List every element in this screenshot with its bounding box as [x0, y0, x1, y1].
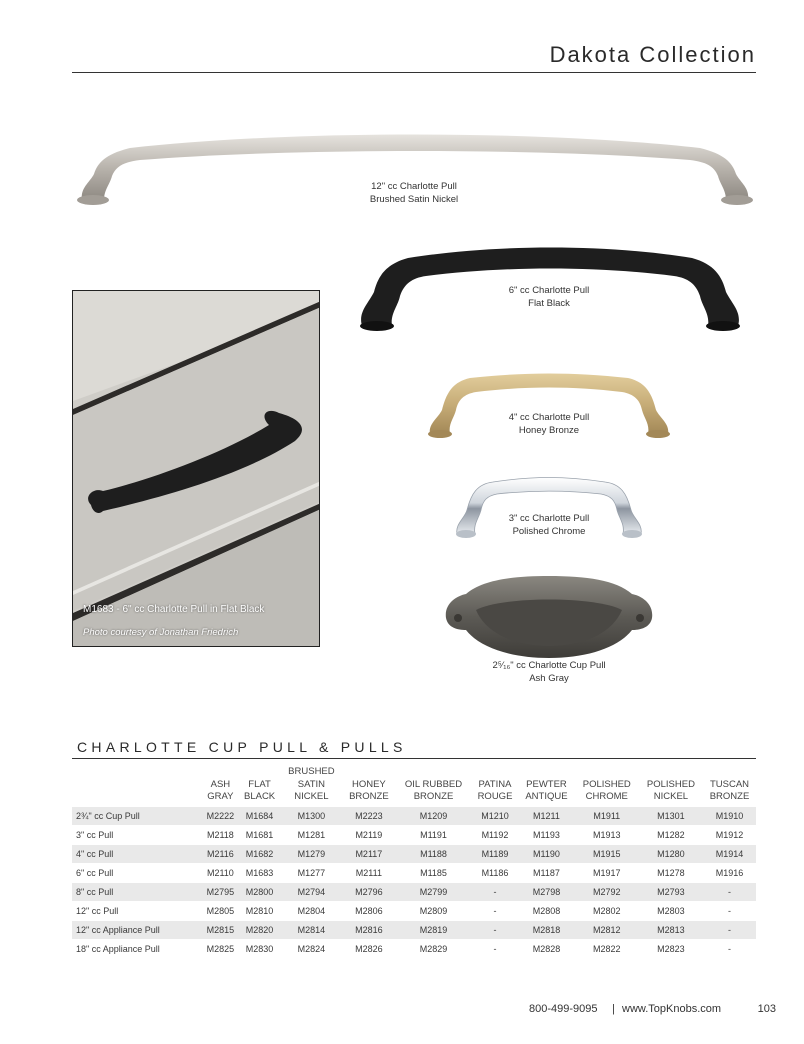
- part-number-cell: M1301: [639, 807, 703, 826]
- part-number-cell: M2804: [297, 905, 326, 916]
- part-number-cell: M2818: [518, 920, 574, 939]
- part-number-cell: M2829: [419, 943, 448, 954]
- product-name: 2⁵⁄₁₆" cc Charlotte Cup Pull: [492, 660, 606, 671]
- part-number-cell: M1193: [533, 829, 560, 840]
- part-number-cell: -: [703, 882, 756, 901]
- part-number-cell: M1186: [481, 867, 509, 878]
- part-number-cell: M2795: [202, 882, 239, 901]
- row-label: 6" cc Pull: [76, 867, 114, 878]
- table-row: [72, 939, 756, 958]
- product-caption-cup-pull: [449, 660, 649, 685]
- part-number-cell: M1191: [420, 829, 447, 840]
- part-number-cell: M2116: [202, 844, 239, 863]
- page-number: 103: [757, 1003, 776, 1015]
- part-number-cell: M1209: [395, 807, 471, 826]
- part-number-cell: M2814: [280, 920, 342, 939]
- part-number-cell: M2792: [575, 882, 639, 901]
- part-number-cell: M2111: [355, 867, 382, 878]
- part-number-cell: M2119: [355, 829, 383, 840]
- part-number-cell: M2800: [239, 882, 281, 901]
- product-caption-6in: [449, 285, 649, 310]
- part-number-cell: M2809: [419, 905, 448, 916]
- part-number-cell: M2826: [355, 943, 383, 954]
- row-label-header: [72, 766, 202, 807]
- product-name: 12" cc Charlotte Pull: [371, 181, 457, 192]
- footer-phone: 800-499-9095: [529, 1003, 598, 1015]
- row-label: 18" cc Appliance Pull: [76, 943, 160, 954]
- part-number-cell: M2812: [575, 920, 639, 939]
- table-header-row: [72, 766, 756, 807]
- part-number-cell: M2118: [206, 829, 234, 840]
- part-number-cell: M2825: [206, 943, 235, 954]
- product-finish: Ash Gray: [529, 672, 569, 684]
- column-header: OIL RUBBED BRONZE: [404, 778, 463, 802]
- photo-credit: Photo courtesy of Jonathan Friedrich: [83, 627, 239, 638]
- part-number-cell: M1910: [703, 807, 756, 826]
- column-header: ASH GRAY: [207, 778, 234, 802]
- finish-part-number-table: [72, 766, 756, 959]
- part-number-cell: M1914: [703, 844, 756, 863]
- part-number-cell: M2805: [206, 905, 235, 916]
- part-number-cell: M1278: [657, 867, 685, 878]
- part-number-cell: M2796: [342, 882, 395, 901]
- footer-separator: |: [612, 1003, 615, 1015]
- table-row: [72, 807, 756, 826]
- column-header: POLISHED NICKEL: [646, 778, 695, 802]
- product-name: 6" cc Charlotte Pull: [508, 285, 590, 296]
- table-row: [72, 825, 756, 844]
- row-label: 2¾" cc Cup Pull: [72, 807, 202, 826]
- column-header: FLAT BLACK: [243, 778, 276, 802]
- part-number-cell: M1911: [575, 807, 639, 826]
- product-caption-12in: [314, 181, 514, 206]
- row-label: 12" cc Pull: [76, 905, 119, 916]
- cabinet-photo-illustration: [73, 291, 320, 647]
- part-number-cell: M1192: [481, 829, 509, 840]
- part-number-cell: M1188: [395, 844, 471, 863]
- header-divider: [72, 72, 756, 73]
- part-number-cell: M1280: [639, 844, 703, 863]
- part-number-cell: -: [493, 905, 497, 916]
- part-number-cell: M2110: [206, 867, 234, 878]
- part-number-cell: M1912: [715, 829, 744, 840]
- row-label: 12" cc Appliance Pull: [72, 920, 202, 939]
- part-number-cell: M1916: [715, 867, 744, 878]
- column-header: PEWTER ANTIQUE: [525, 778, 568, 802]
- part-number-cell: M2820: [239, 920, 281, 939]
- part-number-cell: M1281: [297, 829, 326, 840]
- lifestyle-photo: [72, 290, 320, 647]
- part-number-cell: M1187: [533, 867, 560, 878]
- section-divider: [72, 758, 756, 759]
- table-row: [72, 863, 756, 882]
- part-number-cell: M1300: [280, 807, 342, 826]
- part-number-cell: -: [728, 905, 731, 916]
- part-number-cell: -: [472, 920, 519, 939]
- table-row: [72, 844, 756, 863]
- part-number-cell: M1917: [592, 867, 621, 878]
- table-row: [72, 920, 756, 939]
- part-number-cell: M2798: [518, 882, 574, 901]
- column-header: HONEY BRONZE: [349, 778, 389, 802]
- part-number-cell: M2808: [532, 905, 561, 916]
- part-number-cell: M2823: [657, 943, 685, 954]
- part-number-cell: M1915: [575, 844, 639, 863]
- cup-pull-image-ash-gray: [442, 574, 656, 660]
- part-number-cell: M2810: [245, 905, 274, 916]
- page-title: Dakota Collection: [549, 42, 756, 67]
- product-caption-3in: [449, 513, 649, 538]
- product-name: 4" cc Charlotte Pull: [508, 412, 590, 423]
- part-number-cell: M2806: [355, 905, 383, 916]
- part-number-cell: M2794: [280, 882, 342, 901]
- part-number-cell: M2117: [342, 844, 395, 863]
- column-header: TUSCAN BRONZE: [709, 778, 750, 802]
- part-number-cell: M2813: [639, 920, 703, 939]
- part-number-cell: M1684: [239, 807, 281, 826]
- part-number-cell: M2830: [245, 943, 274, 954]
- part-number-cell: -: [728, 943, 731, 954]
- row-label: 3" cc Pull: [76, 829, 114, 840]
- part-number-cell: M2802: [592, 905, 621, 916]
- part-number-cell: M1210: [472, 807, 519, 826]
- part-number-cell: M1913: [592, 829, 621, 840]
- part-number-cell: M2223: [342, 807, 395, 826]
- footer-website-link[interactable]: www.TopKnobs.com: [622, 1003, 722, 1015]
- product-name: 3" cc Charlotte Pull: [508, 513, 590, 524]
- part-number-cell: M1682: [239, 844, 281, 863]
- part-number-cell: M1189: [472, 844, 519, 863]
- part-number-cell: M1681: [245, 829, 274, 840]
- part-number-cell: M1277: [297, 867, 326, 878]
- part-number-cell: M1683: [245, 867, 274, 878]
- part-number-cell: M2824: [297, 943, 326, 954]
- column-header: PATINA ROUGE: [477, 778, 513, 802]
- part-number-cell: M2819: [395, 920, 471, 939]
- part-number-cell: M2815: [202, 920, 239, 939]
- table-row: [72, 901, 756, 920]
- part-number-cell: -: [703, 920, 756, 939]
- column-header: BRUSHED SATIN NICKEL: [288, 766, 335, 802]
- part-number-cell: M2822: [592, 943, 621, 954]
- product-finish: Honey Bronze: [518, 424, 580, 436]
- column-header: POLISHED CHROME: [582, 778, 631, 802]
- row-label: 8" cc Pull: [72, 882, 202, 901]
- part-number-cell: M2793: [639, 882, 703, 901]
- part-number-cell: M2222: [202, 807, 239, 826]
- product-caption-4in: [449, 412, 649, 437]
- table-section-title: CHARLOTTE CUP PULL & PULLS: [77, 739, 407, 755]
- part-number-cell: M1185: [420, 867, 447, 878]
- part-number-cell: M2799: [395, 882, 471, 901]
- part-number-cell: M2828: [532, 943, 561, 954]
- product-finish: Brushed Satin Nickel: [369, 193, 459, 205]
- part-number-cell: M1282: [657, 829, 685, 840]
- table-row: [72, 882, 756, 901]
- product-finish: Polished Chrome: [512, 525, 586, 537]
- part-number-cell: M1279: [280, 844, 342, 863]
- product-finish: Flat Black: [528, 297, 570, 309]
- part-number-cell: M2816: [342, 920, 395, 939]
- table-body: [72, 807, 756, 959]
- part-number-cell: M1190: [518, 844, 574, 863]
- part-number-cell: -: [472, 882, 519, 901]
- photo-caption: M1683 - 6" cc Charlotte Pull in Flat Black: [83, 604, 265, 615]
- row-label: 4" cc Pull: [72, 844, 202, 863]
- part-number-cell: M1211: [518, 807, 574, 826]
- part-number-cell: M2803: [657, 905, 685, 916]
- part-number-cell: -: [493, 943, 497, 954]
